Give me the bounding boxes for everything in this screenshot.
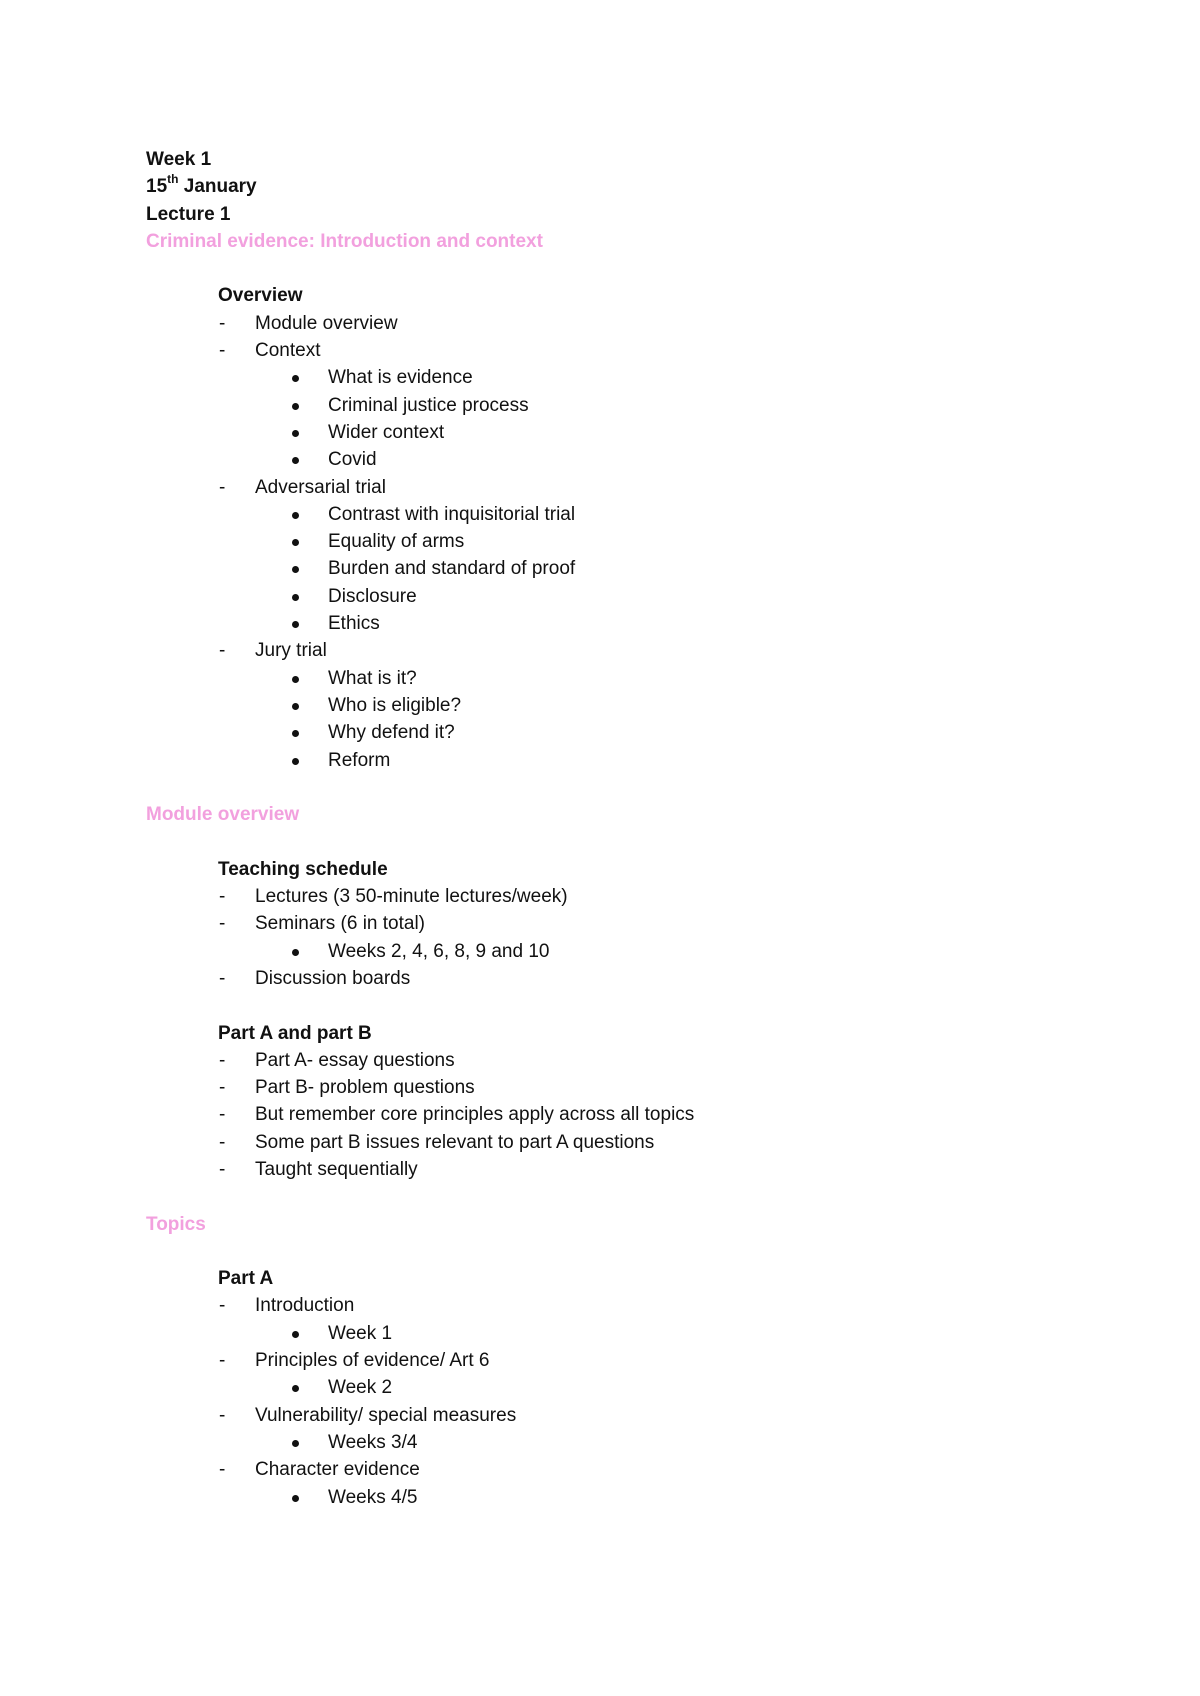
sub-list-item xyxy=(146,1484,1106,1511)
list-item xyxy=(146,1402,1106,1429)
list-item-label: Lectures (3 50-minute lectures/week) xyxy=(255,886,568,908)
list-item xyxy=(146,965,1106,992)
dash-marker: - xyxy=(219,1404,226,1426)
bullet-icon xyxy=(292,758,299,765)
sub-list-item xyxy=(146,364,1106,391)
list-item-label: Character evidence xyxy=(255,1459,420,1481)
sub-list-item-label: Covid xyxy=(328,449,377,471)
list-item xyxy=(146,337,1106,364)
bullet-icon xyxy=(292,730,299,737)
list-item-label: Part B- problem questions xyxy=(255,1077,475,1099)
sub-list-item-label: Wider context xyxy=(328,421,445,443)
bullet-icon xyxy=(292,512,299,519)
dash-marker: - xyxy=(219,1295,226,1317)
sub-list-item xyxy=(146,719,1106,746)
dash-marker: - xyxy=(219,886,226,908)
sub-list-item xyxy=(146,446,1106,473)
part-a-list xyxy=(146,1292,1106,1510)
sub-list-item-label: Weeks 4/5 xyxy=(328,1486,418,1508)
lecture-heading: Lecture 1 xyxy=(146,203,231,225)
date-heading xyxy=(146,173,1106,200)
sub-list-item-label: Reform xyxy=(328,749,391,771)
sub-list-item xyxy=(146,747,1106,774)
list-item-label: Taught sequentially xyxy=(255,1158,418,1180)
list-item-label: Context xyxy=(255,340,321,362)
sub-list-item xyxy=(146,528,1106,555)
dash-marker: - xyxy=(219,1049,226,1071)
list-item xyxy=(146,883,1106,910)
dash-marker: - xyxy=(219,476,226,498)
list-item xyxy=(146,910,1106,937)
dash-marker: - xyxy=(219,1158,226,1180)
list-item xyxy=(146,1292,1106,1319)
bullet-icon xyxy=(292,457,299,464)
list-item xyxy=(146,310,1106,337)
dash-marker: - xyxy=(219,1131,226,1153)
dash-marker: - xyxy=(219,640,226,662)
sub-list-item-label: Weeks 2, 4, 6, 8, 9 and 10 xyxy=(328,940,550,962)
dash-marker: - xyxy=(219,1350,226,1372)
sub-list-item xyxy=(146,692,1106,719)
list-item xyxy=(146,1156,1106,1183)
bullet-icon xyxy=(292,949,299,956)
sub-list-item xyxy=(146,610,1106,637)
list-item xyxy=(146,1456,1106,1483)
dash-marker: - xyxy=(219,913,226,935)
sub-list-item-label: What is evidence xyxy=(328,367,473,389)
bullet-icon xyxy=(292,1331,299,1338)
sub-list-item-label: Equality of arms xyxy=(328,531,465,553)
dash-marker: - xyxy=(219,967,226,989)
document-content xyxy=(146,146,1106,1511)
bullet-icon xyxy=(292,1495,299,1502)
bullet-icon xyxy=(292,621,299,628)
week-heading: Week 1 xyxy=(146,149,212,170)
teaching-schedule-list xyxy=(146,883,1106,992)
sub-list-item xyxy=(146,1374,1106,1401)
bullet-icon xyxy=(292,1385,299,1392)
bullet-icon xyxy=(292,703,299,710)
lecture-title: Criminal evidence: Introduction and context xyxy=(146,230,543,252)
sub-list-item-label: Disclosure xyxy=(328,585,417,607)
list-item xyxy=(146,1347,1106,1374)
date-suffix: th xyxy=(167,171,179,186)
sub-list-item-label: Week 2 xyxy=(328,1377,393,1399)
topics-heading: Topics xyxy=(146,1213,206,1235)
part-ab-heading: Part A and part B xyxy=(218,1022,372,1044)
sub-list-item xyxy=(146,555,1106,582)
sub-list-item xyxy=(146,419,1106,446)
list-item-label: Introduction xyxy=(255,1295,355,1317)
sub-list-item-label: Ethics xyxy=(328,613,380,635)
list-item-label: Discussion boards xyxy=(255,967,411,989)
sub-list-item-label: Who is eligible? xyxy=(328,694,462,716)
bullet-icon xyxy=(292,403,299,410)
bullet-icon xyxy=(292,566,299,573)
dash-marker: - xyxy=(219,1104,226,1126)
sub-list-item-label: Burden and standard of proof xyxy=(328,558,576,580)
list-item-label: Module overview xyxy=(255,312,398,334)
list-item-label: Adversarial trial xyxy=(255,476,386,498)
list-item-label: Jury trial xyxy=(255,640,327,662)
bullet-icon xyxy=(292,375,299,382)
sub-list-item xyxy=(146,392,1106,419)
part-a-heading: Part A xyxy=(218,1268,274,1290)
teaching-schedule-heading: Teaching schedule xyxy=(218,858,388,880)
sub-list-item-label: Criminal justice process xyxy=(328,394,529,416)
list-item-label: Seminars (6 in total) xyxy=(255,913,426,935)
bullet-icon xyxy=(292,430,299,437)
sub-list-item xyxy=(146,583,1106,610)
bullet-icon xyxy=(292,539,299,546)
sub-list-item xyxy=(146,938,1106,965)
overview-heading: Overview xyxy=(218,285,303,307)
list-item-label: Part A- essay questions xyxy=(255,1049,455,1071)
list-item xyxy=(146,1047,1106,1074)
list-item-label: But remember core principles apply across all topics xyxy=(255,1104,695,1126)
list-item-label: Some part B issues relevant to part A questions xyxy=(255,1131,655,1153)
sub-list-item xyxy=(146,501,1106,528)
part-ab-list xyxy=(146,1047,1106,1183)
bullet-icon xyxy=(292,676,299,683)
sub-list-item xyxy=(146,1429,1106,1456)
list-item xyxy=(146,1101,1106,1128)
list-item-label: Vulnerability/ special measures xyxy=(255,1404,517,1426)
dash-marker: - xyxy=(219,340,226,362)
date-day: 15 xyxy=(146,176,168,198)
bullet-icon xyxy=(292,594,299,601)
sub-list-item-label: Week 1 xyxy=(328,1322,393,1344)
list-item xyxy=(146,1074,1106,1101)
dash-marker: - xyxy=(219,1077,226,1099)
overview-list xyxy=(146,310,1106,774)
list-item xyxy=(146,1129,1106,1156)
sub-list-item xyxy=(146,1320,1106,1347)
sub-list-item-label: Weeks 3/4 xyxy=(328,1431,418,1453)
sub-list-item-label: Contrast with inquisitorial trial xyxy=(328,503,576,525)
sub-list-item-label: What is it? xyxy=(328,667,417,689)
sub-list-item xyxy=(146,665,1106,692)
list-item xyxy=(146,474,1106,501)
dash-marker: - xyxy=(219,312,226,334)
date-month: January xyxy=(183,176,257,198)
dash-marker: - xyxy=(219,1459,226,1481)
list-item-label: Principles of evidence/ Art 6 xyxy=(255,1350,490,1372)
bullet-icon xyxy=(292,1440,299,1447)
list-item xyxy=(146,637,1106,664)
module-overview-heading: Module overview xyxy=(146,804,300,826)
sub-list-item-label: Why defend it? xyxy=(328,722,455,744)
